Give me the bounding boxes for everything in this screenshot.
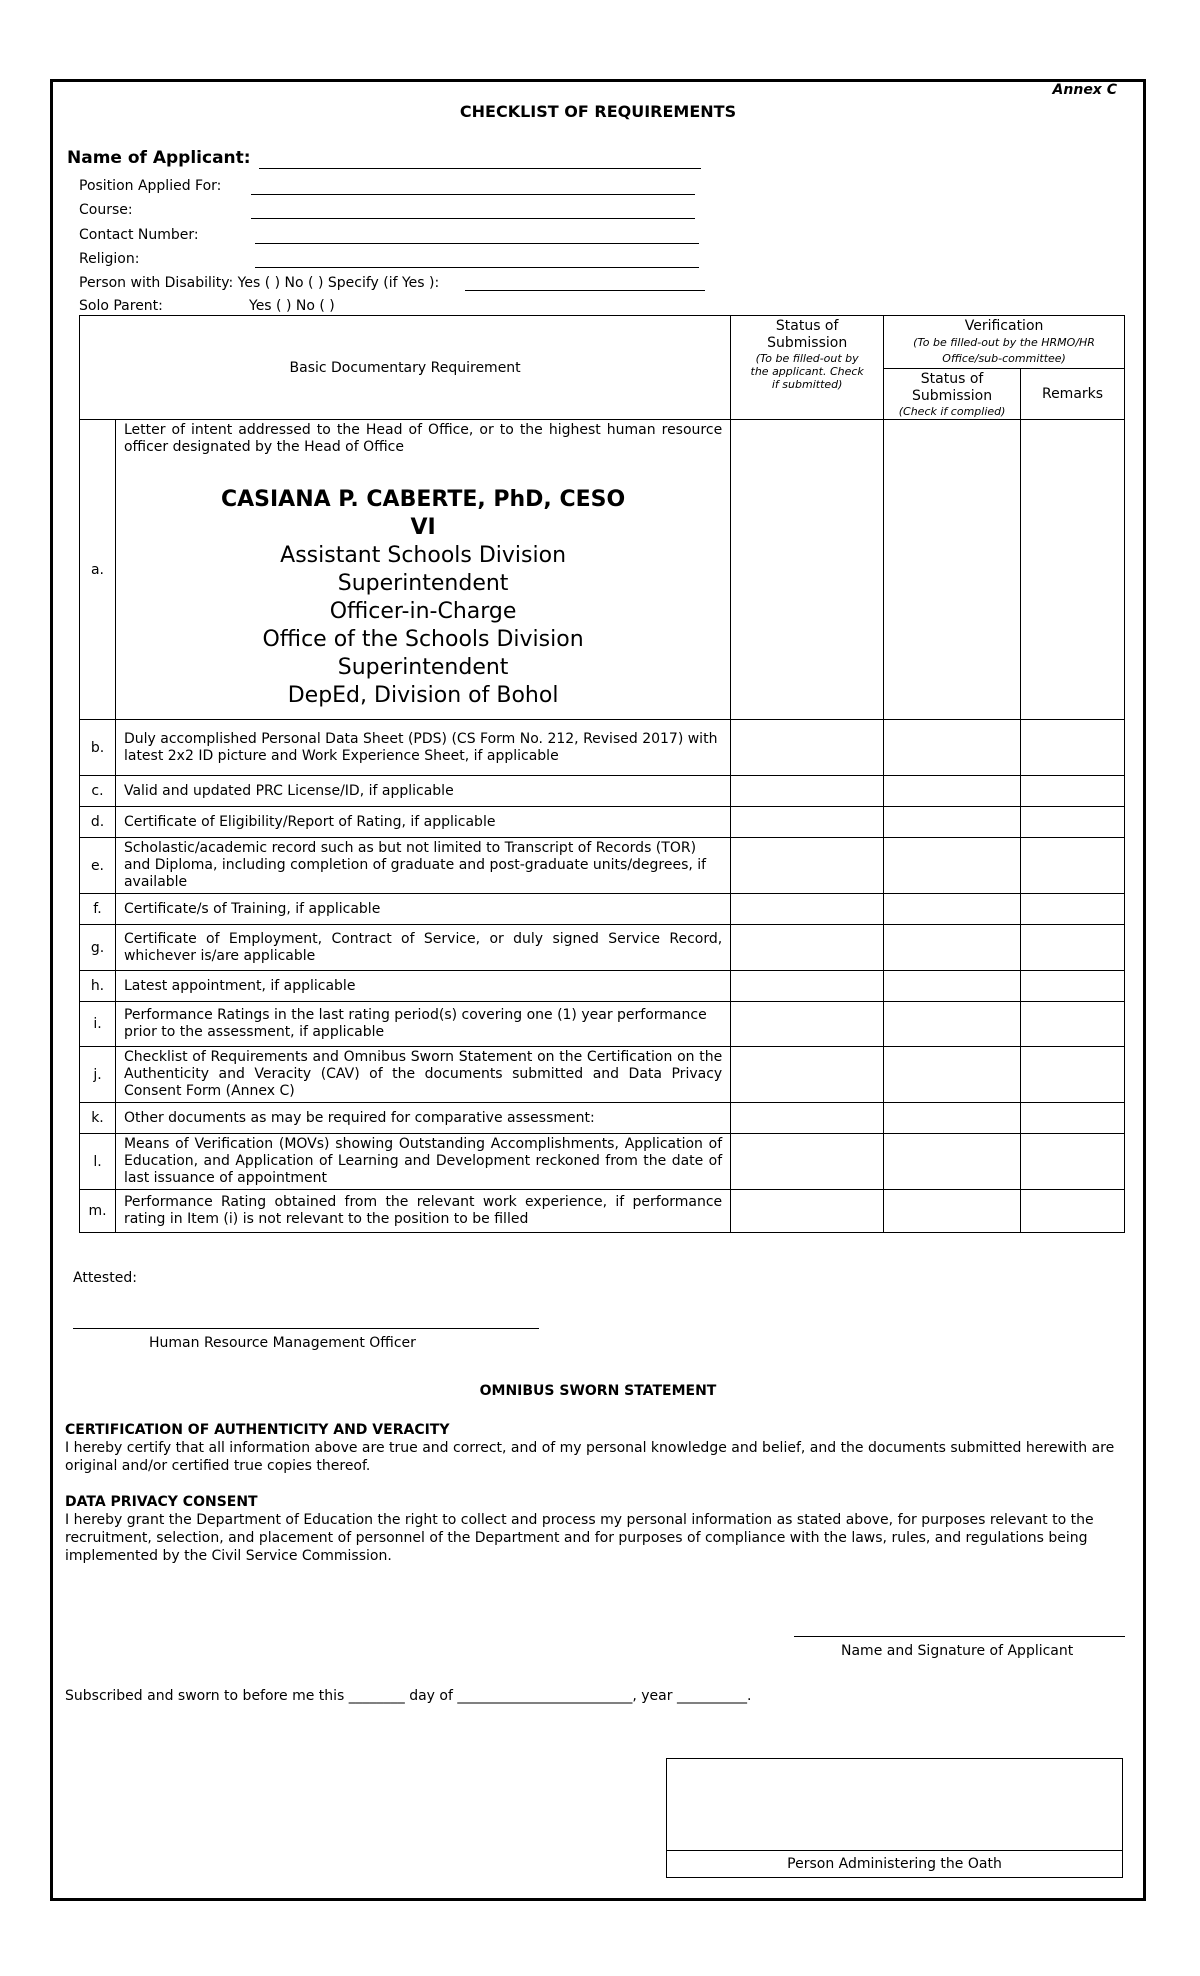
col-verification-header	[884, 316, 1125, 369]
solo-parent-options[interactable]: Yes ( ) No ( )	[249, 298, 335, 314]
table-row	[80, 420, 1125, 720]
hrmo-label: Human Resource Management Officer	[149, 1335, 416, 1351]
table-row	[80, 925, 1125, 971]
row-description: Other documents as may be required for comparative assessment:	[115, 1103, 730, 1134]
course-label: Course:	[79, 202, 133, 218]
table-row	[80, 1134, 1125, 1190]
addressee-title-1: Assistant Schools Division	[280, 543, 567, 568]
table-row	[80, 971, 1125, 1002]
cav-text: I hereby certify that all information above are true and correct, and of my personal knowledge and belief, and the documents submitted herewith are original and/or certified true copies thereof.	[65, 1440, 1115, 1474]
row-description: Valid and updated PRC License/ID, if applicable	[115, 776, 730, 807]
row-description: Checklist of Requirements and Omnibus Sworn Statement on the Certification on the Authenticity and Veracity (CAV) of the documents submitted and Data Privacy Consent Form (Annex C)	[115, 1047, 730, 1103]
table-header-row	[80, 316, 1125, 369]
row-description	[115, 420, 730, 720]
table-row	[80, 894, 1125, 925]
oath-box[interactable]	[666, 1758, 1123, 1878]
verification-status-cell[interactable]	[884, 776, 1021, 807]
row-letter: b.	[80, 720, 116, 776]
col-verification-note: (To be filled-out by the HRMO/HR Office/sub-committee)	[913, 336, 1095, 365]
row-a-text: Letter of intent addressed to the Head of Office, or to the highest human resource officer designated by the Head of Office	[123, 422, 723, 455]
row-description: Certificate/s of Training, if applicable	[115, 894, 730, 925]
status-cell[interactable]	[731, 807, 884, 838]
table-row	[80, 776, 1125, 807]
table-row	[80, 1047, 1125, 1103]
row-letter: l.	[80, 1134, 116, 1190]
religion-label: Religion:	[79, 251, 140, 267]
status-cell[interactable]	[731, 1047, 884, 1103]
contact-label: Contact Number:	[79, 227, 199, 243]
page-title: CHECKLIST OF REQUIREMENTS	[459, 102, 737, 121]
addressee-name-suffix: VI	[410, 515, 436, 540]
position-field[interactable]	[251, 194, 695, 195]
oath-label: Person Administering the Oath	[667, 1850, 1122, 1877]
remarks-cell[interactable]	[1021, 838, 1125, 894]
row-description: Certificate of Eligibility/Report of Rating, if applicable	[115, 807, 730, 838]
status-cell[interactable]	[731, 1103, 884, 1134]
addressee-office-3: DepEd, Division of Bohol	[287, 683, 559, 708]
row-description: Means of Verification (MOVs) showing Outstanding Accomplishments, Application of Education, and Application of Learning and Development reckoned from the date of last issuance of appointment	[115, 1134, 730, 1190]
verification-status-cell[interactable]	[884, 1002, 1021, 1047]
omnibus-title: OMNIBUS SWORN STATEMENT	[479, 1383, 717, 1399]
status-cell[interactable]	[731, 1190, 884, 1233]
verification-status-cell[interactable]	[884, 925, 1021, 971]
course-field[interactable]	[251, 218, 695, 219]
status-cell[interactable]	[731, 720, 884, 776]
row-letter: a.	[80, 420, 116, 720]
row-letter: c.	[80, 776, 116, 807]
status-cell[interactable]	[731, 420, 884, 720]
subscribed-text[interactable]: Subscribed and sworn to before me this ________ day of _________________________, year __________.	[65, 1688, 752, 1704]
status-cell[interactable]	[731, 894, 884, 925]
addressee-title-3: Officer-in-Charge	[329, 599, 517, 624]
remarks-cell[interactable]	[1021, 1103, 1125, 1134]
remarks-cell[interactable]	[1021, 894, 1125, 925]
attested-label: Attested:	[73, 1270, 137, 1286]
document-frame	[50, 79, 1146, 1901]
dpc-text: I hereby grant the Department of Education the right to collect and process my personal information as stated above, for purposes relevant to the recruitment, selection, and placement of personnel of the Department and for purposes of compliance with the laws, rules, and regulations being implemented by the Civil Service Commission.	[65, 1512, 1094, 1564]
table-row	[80, 807, 1125, 838]
table-row	[80, 1002, 1125, 1047]
remarks-cell[interactable]	[1021, 1047, 1125, 1103]
dpc-title: DATA PRIVACY CONSENT	[65, 1494, 258, 1510]
addressee-block	[124, 486, 722, 710]
applicant-name-field[interactable]	[259, 168, 701, 169]
remarks-cell[interactable]	[1021, 1190, 1125, 1233]
col-status-header	[731, 316, 884, 420]
col-status-title: Status of Submission	[767, 318, 848, 351]
verification-status-cell[interactable]	[884, 720, 1021, 776]
verification-status-cell[interactable]	[884, 420, 1021, 720]
status-cell[interactable]	[731, 776, 884, 807]
addressee-title-2: Superintendent	[337, 571, 509, 596]
remarks-cell[interactable]	[1021, 720, 1125, 776]
status-cell[interactable]	[731, 1002, 884, 1047]
row-description: Duly accomplished Personal Data Sheet (PDS) (CS Form No. 212, Revised 2017) with latest 2x2 ID picture and Work Experience Sheet, if applicable	[115, 720, 730, 776]
row-description: Scholastic/academic record such as but not limited to Transcript of Records (TOR) and Diploma, including completion of graduate and post-graduate units/degrees, if available	[115, 838, 730, 894]
verification-status-cell[interactable]	[884, 1103, 1021, 1134]
position-label: Position Applied For:	[79, 178, 222, 194]
verification-status-cell[interactable]	[884, 971, 1021, 1002]
row-letter: h.	[80, 971, 116, 1002]
remarks-cell[interactable]	[1021, 807, 1125, 838]
col-ver-status-header	[884, 369, 1021, 420]
table-row	[80, 1103, 1125, 1134]
pwd-label: Person with Disability: Yes ( ) No ( ) Specify (if Yes ):	[79, 275, 440, 291]
cav-title: CERTIFICATION OF AUTHENTICITY AND VERACITY	[65, 1422, 450, 1438]
remarks-cell[interactable]	[1021, 1134, 1125, 1190]
status-cell[interactable]	[731, 971, 884, 1002]
remarks-cell[interactable]	[1021, 776, 1125, 807]
applicant-signature-line[interactable]	[794, 1636, 1125, 1637]
verification-status-cell[interactable]	[884, 1190, 1021, 1233]
applicant-signature-label: Name and Signature of Applicant	[841, 1643, 1074, 1659]
status-cell[interactable]	[731, 1134, 884, 1190]
requirements-table	[79, 315, 1125, 1233]
col-status-note: (To be filled-out by the applicant. Check if submitted)	[750, 352, 864, 391]
row-letter: d.	[80, 807, 116, 838]
col-verification-title: Verification	[964, 318, 1044, 334]
col-ver-status-note: (Check if complied)	[898, 404, 1006, 418]
col-requirement-header: Basic Documentary Requirement	[80, 316, 731, 420]
verification-status-cell[interactable]	[884, 1047, 1021, 1103]
verification-status-cell[interactable]	[884, 894, 1021, 925]
row-letter: g.	[80, 925, 116, 971]
row-description: Certificate of Employment, Contract of Service, or duly signed Service Record, whichever is/are applicable	[115, 925, 730, 971]
verification-status-cell[interactable]	[884, 1134, 1021, 1190]
row-letter: i.	[80, 1002, 116, 1047]
table-row	[80, 838, 1125, 894]
remarks-cell[interactable]	[1021, 1002, 1125, 1047]
verification-status-cell[interactable]	[884, 838, 1021, 894]
addressee-office-2: Superintendent	[337, 655, 509, 680]
applicant-name-label: Name of Applicant:	[67, 148, 251, 168]
remarks-cell[interactable]	[1021, 971, 1125, 1002]
status-cell[interactable]	[731, 925, 884, 971]
verification-status-cell[interactable]	[884, 807, 1021, 838]
hrmo-signature-line[interactable]	[73, 1328, 539, 1329]
row-letter: f.	[80, 894, 116, 925]
row-letter: m.	[80, 1190, 116, 1233]
solo-parent-label: Solo Parent:	[79, 298, 163, 314]
table-row	[80, 1190, 1125, 1233]
addressee-office-1: Office of the Schools Division	[262, 627, 584, 652]
addressee-name: CASIANA P. CABERTE, PhD, CESO	[220, 487, 626, 512]
row-letter: k.	[80, 1103, 116, 1134]
pwd-specify-field[interactable]	[465, 290, 705, 291]
remarks-cell[interactable]	[1021, 420, 1125, 720]
table-row	[80, 720, 1125, 776]
remarks-cell[interactable]	[1021, 925, 1125, 971]
annex-label: Annex C	[1052, 82, 1117, 98]
row-letter: e.	[80, 838, 116, 894]
status-cell[interactable]	[731, 838, 884, 894]
row-description: Latest appointment, if applicable	[115, 971, 730, 1002]
row-description: Performance Ratings in the last rating period(s) covering one (1) year performance prior to the assessment, if applicable	[115, 1002, 730, 1047]
religion-field[interactable]	[255, 267, 699, 268]
col-ver-status-title: Status of Submission	[912, 370, 993, 404]
row-letter: j.	[80, 1047, 116, 1103]
row-description: Performance Rating obtained from the relevant work experience, if performance rating in Item (i) is not relevant to the position to be filled	[115, 1190, 730, 1233]
contact-field[interactable]	[255, 243, 699, 244]
col-remarks-header: Remarks	[1021, 369, 1125, 420]
